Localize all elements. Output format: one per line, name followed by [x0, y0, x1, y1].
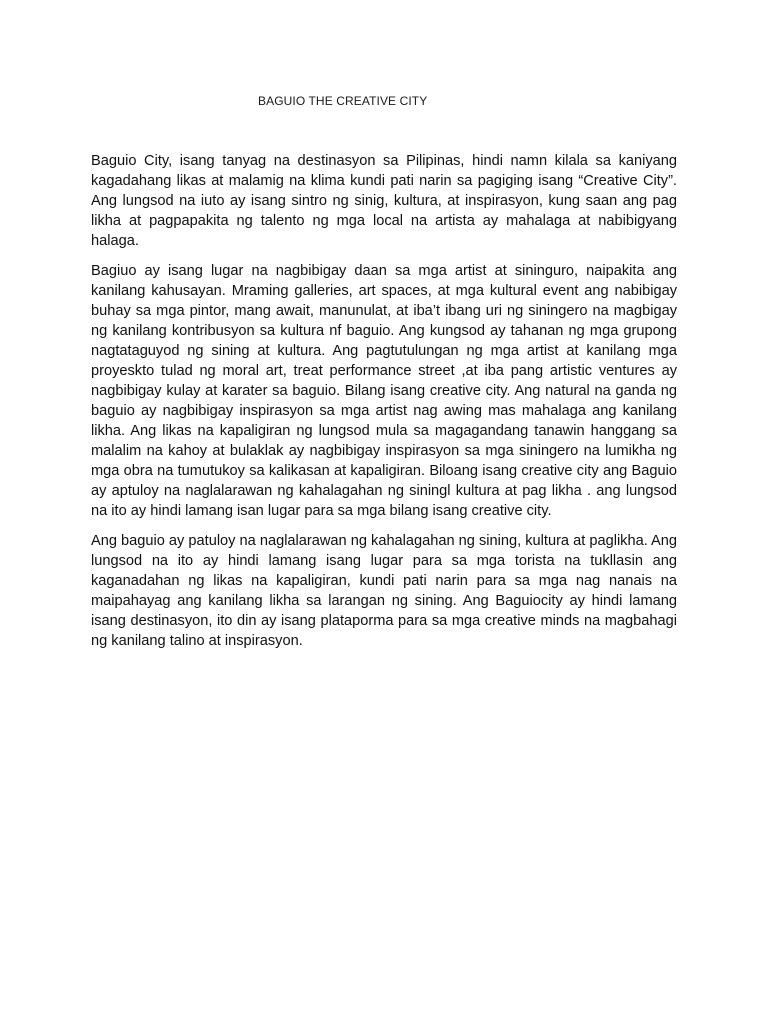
document-body	[91, 151, 677, 661]
document-title: BAGUIO THE CREATIVE CITY	[258, 94, 428, 108]
paragraph-2: Bagiuo ay isang lugar na nagbibigay daan sa mga artist at sininguro, naipakita ang kanilang kahusayan. Mraming galleries, art spaces, at mga kultural event ang nabibigay buhay sa mga pintor, mang await, manunulat, at iba’t ibang uri ng siningero na magbigay ng kanilang kontribusyon sa kultura nf baguio. Ang kungsod ay tahanan ng mga grupong nagtataguyod ng sining at kultura. Ang pagtutulungan ng mga artist at kanilang mga proyeskto tulad ng moral art, treat performance street ,at iba pang artistic ventures ay nagbibigay kulay at karater sa baguio. Bilang isang creative city. Ang natural na ganda ng baguio ay nagbibigay inspirasyon sa mga artist nag awing mas mahalaga ang kanilang likha. Ang likas na kapaligiran ng lungsod mula sa magagandang tanawin hanggang sa malalim na kahoy at bulaklak ay nagbibigay inspirasyon sa mga siningero na lumikha ng mga obra na tumutukoy sa kalikasan at kapaligiran. Biloang isang creative city ang Baguio ay aptuloy na naglalarawan ng kahalagahan ng siningl kultura at pag likha . ang lungsod na ito ay hindi lamang isan lugar para sa mga bilang isang creative city.	[91, 263, 677, 519]
paragraph-3: Ang baguio ay patuloy na naglalarawan ng kahalagahan ng sining, kultura at paglikha. Ang lungsod na ito ay hindi lamang isang lugar para sa mga torista na tukllasin ang kaganadahan ng likas na kapaligiran, kundi pati narin para sa mga nag nanais na maipahayag ang kanilang likha sa larangan ng sining. Ang Baguiocity ay hindi lamang isang destinasyon, ito din ay isang plataporma para sa mga creative minds na magbahagi ng kanilang talino at inspirasyon.	[91, 533, 677, 649]
paragraph-1: Baguio City, isang tanyag na destinasyon sa Pilipinas, hindi namn kilala sa kaniyang kagadahang likas at malamig na klima kundi pati narin sa pagiging isang “Creative City”. Ang lungsod na iuto ay isang sintro ng sinig, kultura, at inspirasyon, kung saan ang pag likha at pagpapakita ng talento ng mga local na artista ay mahalaga at nabibigyang halaga.	[91, 153, 677, 249]
